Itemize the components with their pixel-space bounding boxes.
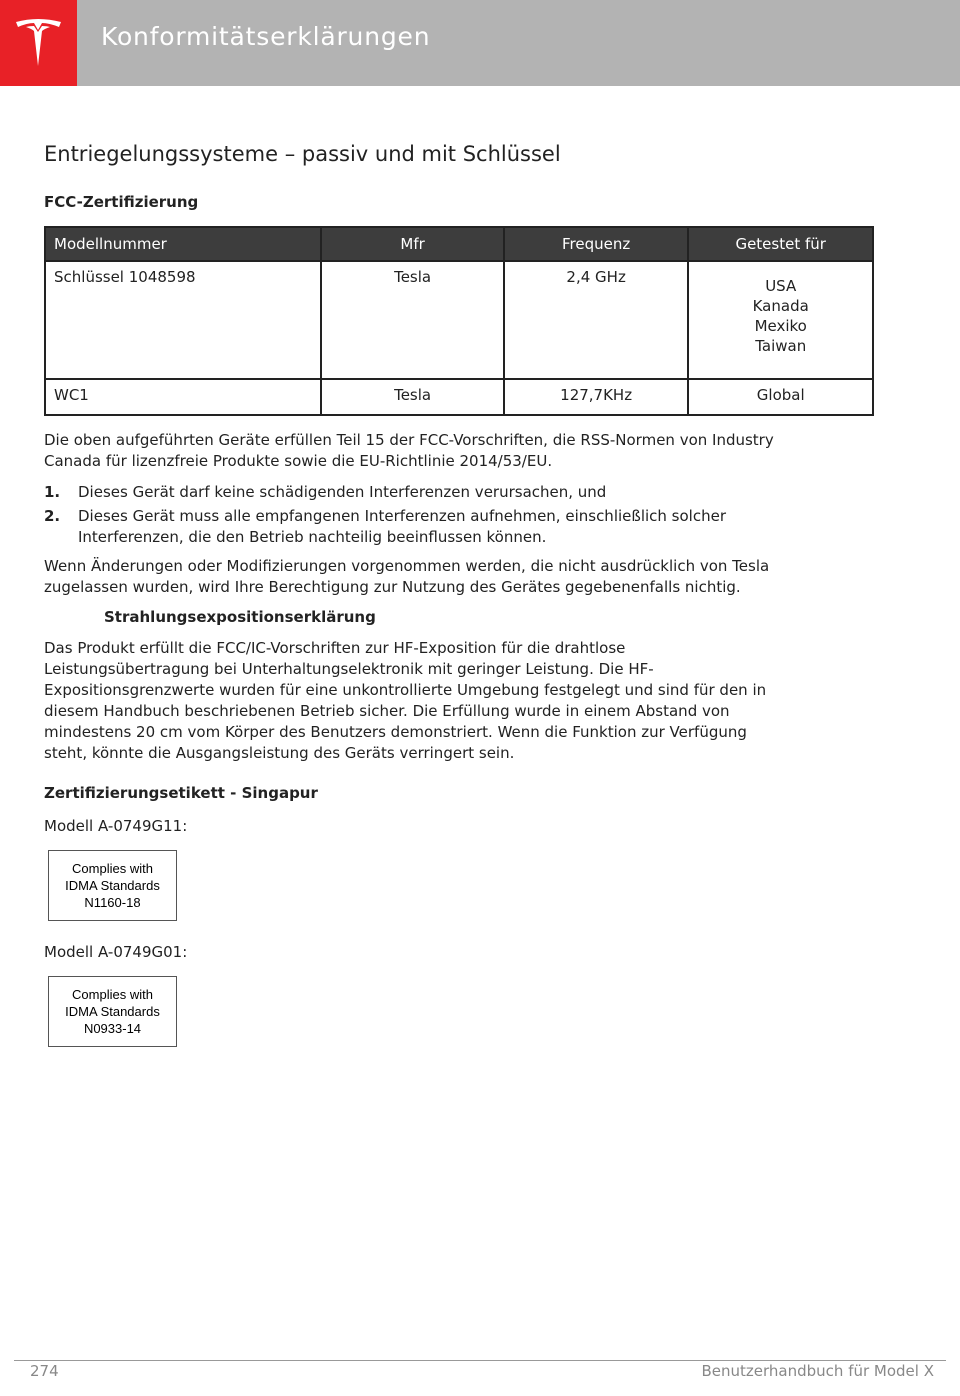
text-line: zugelassen wurden, wird Ihre Berechtigung zur Nutzung des Gerätes gegebenenfalls nichtig. xyxy=(44,578,741,596)
manual-name: Benutzerhandbuch für Model X xyxy=(701,1362,934,1380)
table-row xyxy=(45,261,873,379)
table-cell: WC1 xyxy=(45,379,321,415)
paragraph-modifications xyxy=(44,556,876,598)
text-line: Die oben aufgeführten Geräte erfüllen Teil 15 der FCC-Vorschriften, die RSS-Normen von Industry xyxy=(44,431,774,449)
model-label-2: Modell A-0749G01: xyxy=(44,943,188,961)
section-title: Entriegelungssysteme – passiv und mit Schlüssel xyxy=(44,142,561,166)
radiation-heading: Strahlungsexpositionserklärung xyxy=(104,608,376,626)
label-line: Complies with xyxy=(72,861,153,876)
text-line: Wenn Änderungen oder Modifizierungen vorgenommen werden, die nicht ausdrücklich von Tesla xyxy=(44,557,770,575)
page-number: 274 xyxy=(30,1362,59,1380)
table-cell: 2,4 GHz xyxy=(504,261,689,379)
text-line: Canada für lizenzfreie Produkte sowie die EU-Richtlinie 2014/53/EU. xyxy=(44,452,553,470)
tested-country: Kanada xyxy=(752,297,809,315)
list-text xyxy=(78,506,838,548)
text-line: Interferenzen, die den Betrieb nachteilig beeinflussen können. xyxy=(78,528,547,546)
paragraph-radiation xyxy=(44,638,876,764)
certification-label xyxy=(48,976,177,1047)
table-cell: Tesla xyxy=(321,379,503,415)
column-header: Getestet für xyxy=(688,227,873,261)
table-cell: Global xyxy=(688,379,873,415)
model-label-1: Modell A-0749G11: xyxy=(44,817,188,835)
page-header xyxy=(0,0,960,86)
text-line: Expositionsgrenzwerte wurden für eine unkontrollierte Umgebung festgelegt und sind für den in xyxy=(44,681,767,699)
header-title: Konformitätserklärungen xyxy=(101,22,431,51)
text-line: steht, könnte die Ausgangsleistung des Geräts verringert sein. xyxy=(44,744,515,762)
singapore-heading: Zertifizierungsetikett - Singapur xyxy=(44,784,318,802)
text-line: mindestens 20 cm vom Körper des Benutzers demonstriert. Wenn die Funktion zur Verfügung xyxy=(44,723,747,741)
list-number: 2. xyxy=(44,507,61,525)
tested-country: Taiwan xyxy=(755,337,807,355)
label-line: IDMA Standards xyxy=(65,878,160,893)
column-header: Frequenz xyxy=(504,227,689,261)
text-line: Dieses Gerät muss alle empfangenen Interferenzen aufnehmen, einschließlich solcher xyxy=(78,507,726,525)
tested-country: Mexiko xyxy=(754,317,807,335)
column-header: Modellnummer xyxy=(45,227,321,261)
text-line: Das Produkt erfüllt die FCC/IC-Vorschriften zur HF-Exposition für die drahtlose xyxy=(44,639,626,657)
table-cell: 127,7KHz xyxy=(504,379,689,415)
fcc-subtitle: FCC-Zertifizierung xyxy=(44,193,199,211)
label-line: Complies with xyxy=(72,987,153,1002)
table-cell: Tesla xyxy=(321,261,503,379)
tesla-logo-icon xyxy=(14,18,63,68)
label-line: N1160-18 xyxy=(84,895,141,910)
table-cell xyxy=(688,261,873,379)
paragraph-fcc-compliance xyxy=(44,430,876,472)
tesla-logo xyxy=(0,0,77,86)
list-number: 1. xyxy=(44,483,61,501)
tested-country: USA xyxy=(765,277,797,295)
column-header: Mfr xyxy=(321,227,503,261)
table-cell: Schlüssel 1048598 xyxy=(45,261,321,379)
label-line: IDMA Standards xyxy=(65,1004,160,1019)
fcc-table xyxy=(44,226,874,416)
text-line: Leistungsübertragung bei Unterhaltungselektronik mit geringer Leistung. Die HF- xyxy=(44,660,654,678)
list-text: Dieses Gerät darf keine schädigenden Interferenzen verursachen, und xyxy=(78,483,607,501)
text-line: diesem Handbuch beschriebenen Betrieb sicher. Die Erfüllung wurde in einem Abstand von xyxy=(44,702,730,720)
label-line: N0933-14 xyxy=(83,1021,142,1036)
footer-divider xyxy=(14,1360,946,1361)
table-row xyxy=(45,379,873,415)
certification-label xyxy=(48,850,177,921)
table-header-row xyxy=(45,227,873,261)
